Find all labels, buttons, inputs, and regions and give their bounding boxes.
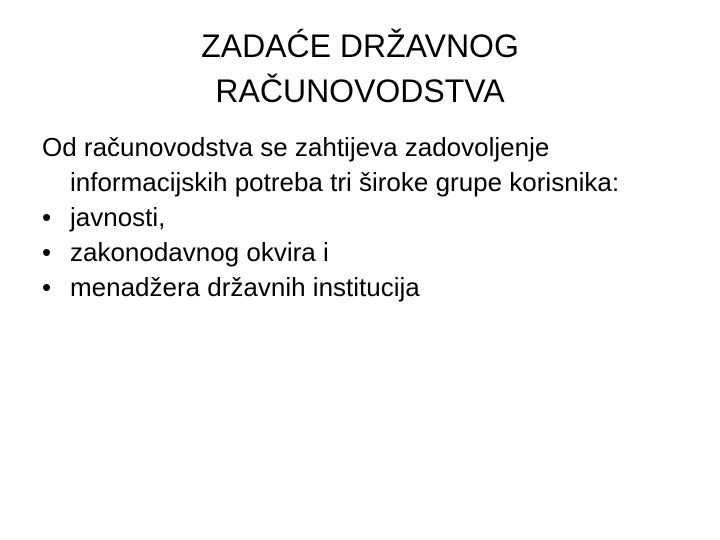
bullet-text: zakonodavnog okvira i [70, 237, 329, 267]
slide-body [42, 130, 682, 305]
bullet-icon: • [42, 237, 52, 267]
bullet-item [42, 235, 682, 270]
slide-title [72, 24, 648, 114]
title-line: ZADAĆE DRŽAVNOG [201, 28, 519, 64]
bullet-icon: • [42, 202, 52, 232]
bullet-icon: • [42, 272, 52, 302]
bullet-item [42, 270, 682, 305]
bullet-text: javnosti, [70, 202, 166, 232]
bullet-item [42, 200, 682, 235]
intro-paragraph: Od računovodstva se zahtijeva zadovoljenje informacijskih potreba tri široke grupe korisnika: [42, 132, 620, 197]
title-line: RAČUNOVODSTVA [215, 73, 505, 109]
bullet-text: menadžera državnih institucija [70, 272, 420, 302]
bullet-list [42, 200, 682, 305]
